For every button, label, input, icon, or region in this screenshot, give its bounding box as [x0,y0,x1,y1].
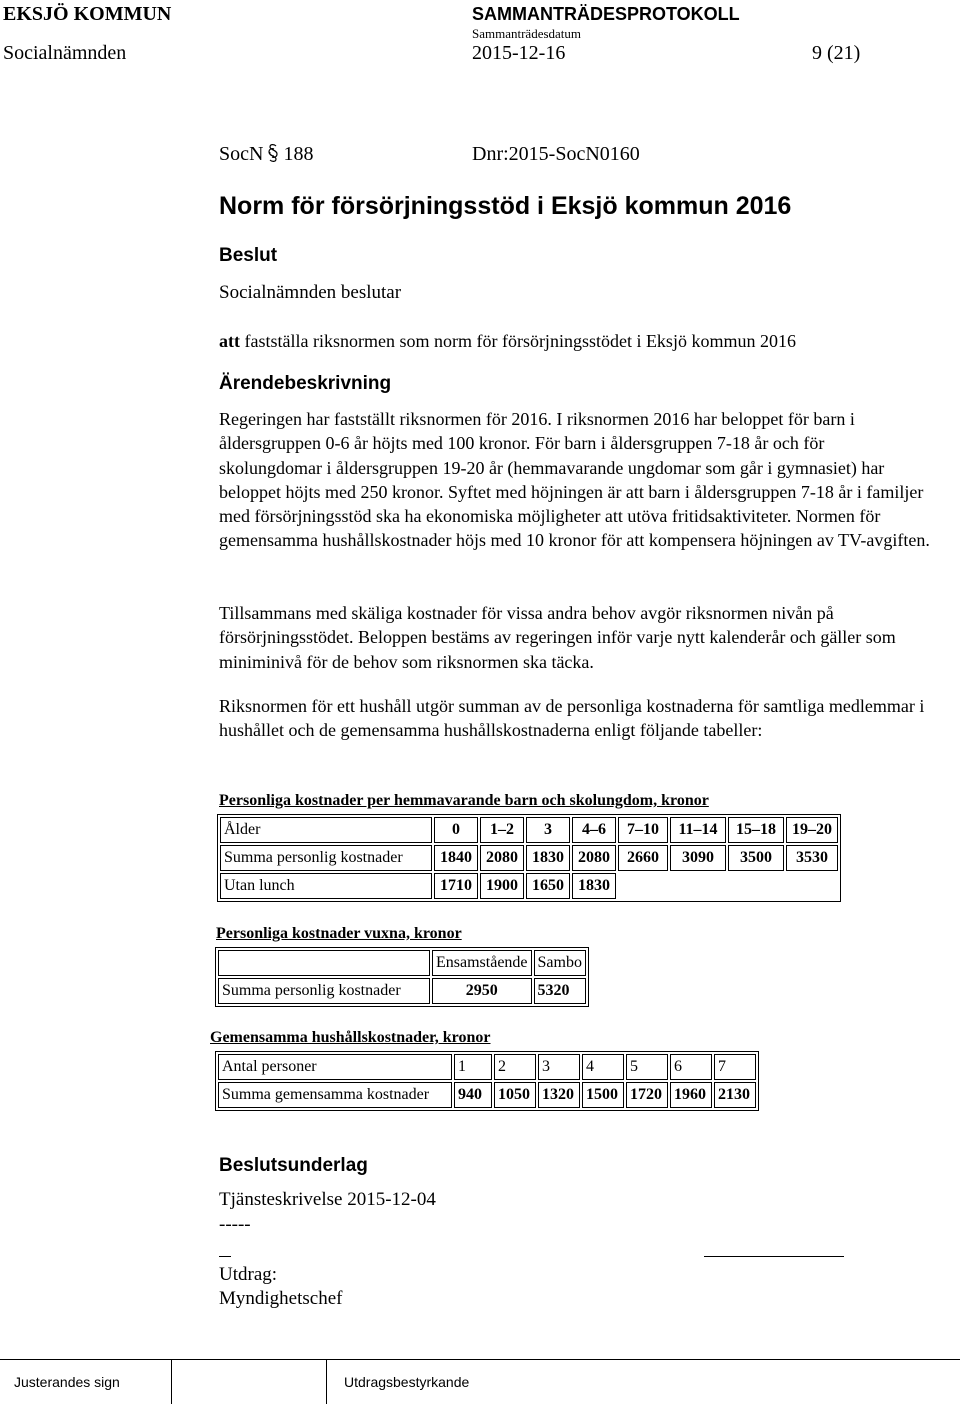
table-cell: 2660 [618,845,668,871]
children-cost-table [217,814,841,902]
organization-name: EKSJÖ KOMMUN [3,3,172,25]
divider [219,1256,231,1257]
basis-separator: ----- [219,1214,251,1235]
table-cell-label: Summa gemensamma kostnader [218,1082,452,1108]
table-cell-label: Summa personlig kostnader [220,845,432,871]
section-prefix: SocN [219,143,264,165]
table-cell-label: Ålder [220,817,432,843]
table-cell-empty [218,950,430,976]
table-row [220,845,838,871]
table-cell: 1320 [538,1082,580,1108]
table-cell: 6 [670,1054,712,1080]
table-cell: 2 [494,1054,536,1080]
table-cell-label: Summa personlig kostnader [218,978,430,1004]
household-cost-table [215,1051,759,1111]
table-row [218,1054,756,1080]
table-cell: 1 [454,1054,492,1080]
description-paragraph: Regeringen har fastställt riksnormen för 2016. I riksnormen 2016 har beloppet för barn i åldersgruppen 0-6 år höjts med 100 kronor. För barn i åldersgruppen 7-18 år och för skolungdomar i åldersgruppen 19-20 år (hemmavarande ungdomar som går i gymnasiet) har beloppet höjts med 250 kronor. Syftet med höjningen är att barn i åldersgruppen 7-18 år i familjer med försörjningsstöd ska ha ekonomiska möjligheter att utöva fritidsaktiviteter. Normen för gemensamma hushållskostnader höjs med 10 kronor för att kompensera höjningen av TV-avgiften. [219,409,930,551]
adults-cost-table [215,947,589,1007]
table-cell: 2080 [572,845,616,871]
table-cell: 15–18 [728,817,784,843]
section-sign-icon [266,143,280,163]
table-cell: 5 [626,1054,668,1080]
table-cell: 3530 [786,845,838,871]
table-cell: 1650 [526,873,570,899]
table-cell: 5320 [534,978,586,1004]
description-paragraph: Riksnormen för ett hushåll utgör summan av de personliga kostnaderna för samtliga medlemmar i hushållet och de gemensamma hushållskostnaderna enligt följande tabeller: [219,696,925,741]
table-cell: 3 [538,1054,580,1080]
table-cell: 1830 [572,873,616,899]
page-title: Norm för försörjningsstöd i Eksjö kommun 2016 [219,192,792,220]
adults-table-caption: Personliga kostnader vuxna, kronor [216,925,462,942]
decision-heading: Beslut [219,245,278,266]
table-cell: 3 [526,817,570,843]
table-cell-label: Antal personer [218,1054,452,1080]
table-cell: 1710 [434,873,478,899]
table-cell: 3500 [728,845,784,871]
meeting-date-label: Sammanträdesdatum [472,26,582,41]
basis-document: Tjänsteskrivelse 2015-12-04 [219,1189,436,1210]
decision-body: fastställa riksnormen som norm för försörjningsstödet i Eksjö kommun 2016 [240,331,796,351]
table-cell: 1500 [582,1082,624,1108]
table-cell: 7–10 [618,817,668,843]
extract-label: Utdrag: [219,1264,278,1285]
section-number [219,143,313,166]
children-table-caption: Personliga kostnader per hemmavarande barn och skolungdom, kronor [219,792,709,809]
footer-divider [0,1359,960,1360]
table-cell: 1900 [480,873,524,899]
table-row [220,817,838,843]
table-row [220,873,838,899]
table-cell: 11–14 [670,817,726,843]
table-row [218,978,586,1004]
table-cell: 4 [582,1054,624,1080]
table-cell-label: Utan lunch [220,873,432,899]
decision-att: att [219,331,240,351]
table-cell: 7 [714,1054,756,1080]
household-table-caption: Gemensamma hushållskostnader, kronor [210,1029,491,1046]
decision-intro: Socialnämnden beslutar [219,282,402,303]
basis-heading: Beslutsunderlag [219,1155,368,1176]
page-number: 9 (21) [812,42,861,64]
extract-recipient: Myndighetschef [219,1288,343,1309]
table-cell: 3090 [670,845,726,871]
table-header-cell: Ensamstående [432,950,532,976]
description-paragraph: Tillsammans med skäliga kostnader för vissa andra behov avgör riksnormen nivån på försörjningsstödet. Beloppen bestäms av regeringen inför varje nytt kalenderår och gäller som miniminivå för de behov som riksnormen ska täcka. [219,603,896,672]
table-cell: 2130 [714,1082,756,1108]
table-cell: 19–20 [786,817,838,843]
footer-certified-label: Utdragsbestyrkande [344,1374,470,1390]
table-cell: 940 [454,1082,492,1108]
footer-divider [326,1359,327,1404]
meeting-date: 2015-12-16 [472,42,566,64]
decision-text [219,331,796,352]
table-cell: 1960 [670,1082,712,1108]
table-cell: 1720 [626,1082,668,1108]
table-cell: 4–6 [572,817,616,843]
table-row [218,1082,756,1108]
table-row [218,950,586,976]
table-cell-empty [618,873,838,899]
table-cell: 1840 [434,845,478,871]
table-cell: 1050 [494,1082,536,1108]
section-number-value: 188 [283,143,314,165]
footer-sign-label: Justerandes sign [14,1374,120,1390]
diary-number: Dnr:2015-SocN0160 [472,143,640,165]
table-cell: 1830 [526,845,570,871]
description-heading: Ärendebeskrivning [219,373,392,394]
table-cell: 1–2 [480,817,524,843]
table-cell: 0 [434,817,478,843]
table-cell: 2080 [480,845,524,871]
footer-divider [171,1359,172,1404]
table-header-cell: Sambo [534,950,586,976]
divider [704,1256,844,1257]
committee-name: Socialnämnden [3,42,127,64]
table-cell: 2950 [432,978,532,1004]
protocol-title: SAMMANTRÄDESPROTOKOLL [472,4,740,24]
